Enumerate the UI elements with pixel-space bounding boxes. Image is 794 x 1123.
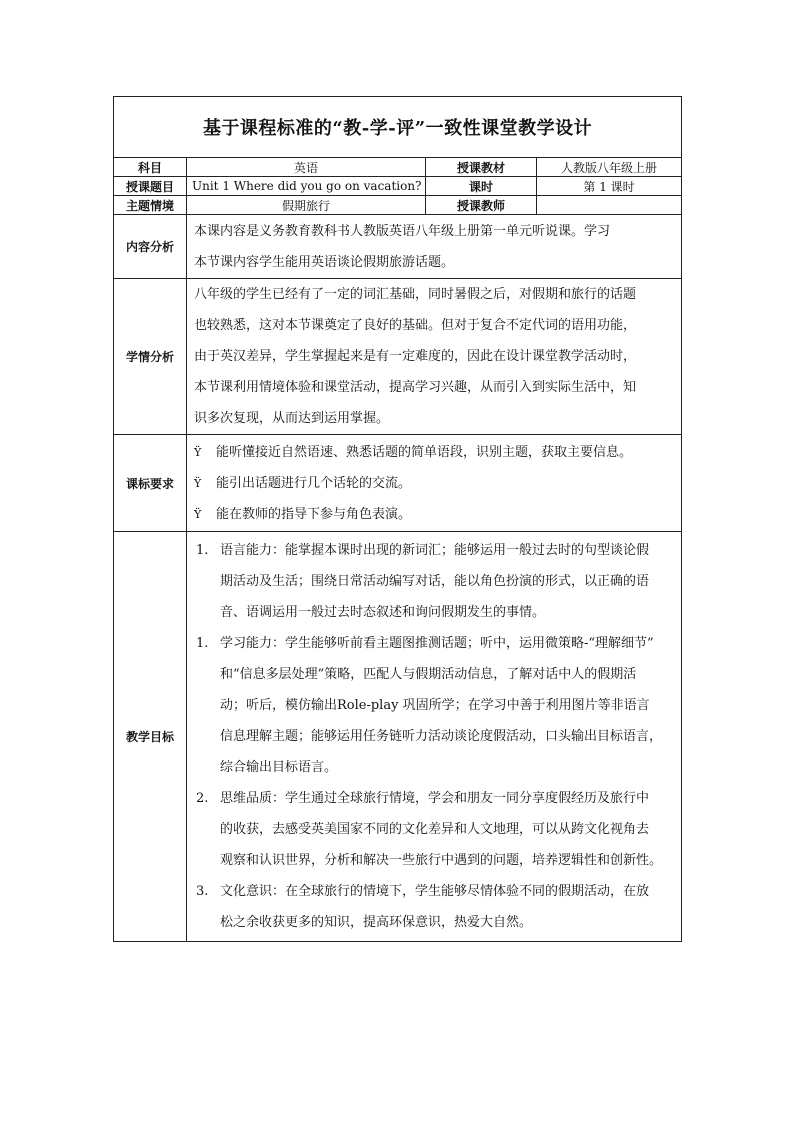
goal-text <box>220 535 675 628</box>
content-line: 本节课内容学生能用英语谈论假期旅游话题。 <box>194 254 455 270</box>
goal-number: 2. <box>196 791 209 806</box>
theme-value: 假期旅行 <box>187 196 426 215</box>
teacher-label: 授课教师 <box>426 196 537 215</box>
period-value: 第 1 课时 <box>537 177 682 196</box>
goal-item <box>194 876 675 938</box>
period-label: 课时 <box>426 177 537 196</box>
lesson-plan-sheet <box>113 96 681 942</box>
document-title: 基于课程标准的“教-学-评”一致性课堂教学设计 <box>114 97 682 158</box>
standards-item <box>194 468 675 499</box>
goal-line: 文化意识：在全球旅行的情境下，学生能够尽情体验不同的假期活动，在放 <box>220 884 650 899</box>
standards-item <box>194 499 675 530</box>
goal-number: 3. <box>196 884 209 899</box>
goal-line: 期活动及生活；围绕日常活动编写对话，能以角色扮演的形式，以正确的语 <box>220 574 650 589</box>
goal-item <box>194 628 675 783</box>
goal-line: 动；听后，模仿输出Role-play 巩固所学；在学习中善于利用图片等非语言 <box>220 698 650 713</box>
learner-line: 由于英汉差异，学生掌握起来是有一定难度的，因此在设计课堂教学活动时， <box>194 349 637 364</box>
goal-line: 信息理解主题；能够运用任务链听力活动谈论度假活动，口头输出目标语言， <box>220 729 663 744</box>
standards-item <box>194 437 675 468</box>
subject-value: 英语 <box>187 158 426 177</box>
goal-text <box>220 628 675 783</box>
lesson-plan-table <box>113 96 682 942</box>
goal-line: 松之余收获更多的知识，提高环保意识，热爱大自然。 <box>220 915 533 930</box>
standards-list <box>187 435 682 532</box>
goal-text <box>220 783 675 876</box>
standards-label: 课标要求 <box>114 435 187 532</box>
learner-line: 也较熟悉，这对本节课奠定了良好的基础。但对于复合不定代词的语用功能， <box>194 318 637 333</box>
goal-number: 1. <box>196 636 209 651</box>
teacher-value <box>537 196 682 215</box>
goal-line: 和“信息多层处理”策略，匹配人与假期活动信息，了解对话中人的假期活 <box>220 667 637 682</box>
content-analysis-text <box>187 215 682 279</box>
topic-label: 授课题目 <box>114 177 187 196</box>
goal-line: 音、语调运用一般过去时态叙述和询问假期发生的事情。 <box>220 605 546 620</box>
learner-line: 识多次复现，从而达到运用掌握。 <box>194 411 390 426</box>
learner-line: 本节课利用情境体验和课堂活动，提高学习兴趣，从而引入到实际生活中，知 <box>194 380 637 395</box>
goal-line: 综合输出目标语言。 <box>220 760 338 775</box>
content-line: 本课内容是义务教育教科书人教版英语八年级上册第一单元听说课。学习 <box>194 223 611 239</box>
goals-label: 教学目标 <box>114 532 187 942</box>
textbook-value: 人教版八年级上册 <box>537 158 682 177</box>
content-analysis-label: 内容分析 <box>114 215 187 279</box>
theme-label: 主题情境 <box>114 196 187 215</box>
goal-line: 学习能力：学生能够听前看主题图推测话题；听中，运用微策略-“理解细节” <box>220 636 654 651</box>
goals-list <box>187 532 682 942</box>
textbook-label: 授课教材 <box>426 158 537 177</box>
goal-line: 语言能力：能掌握本课时出现的新词汇；能够运用一般过去时的句型谈论假 <box>220 543 650 558</box>
learner-line: 八年级的学生已经有了一定的词汇基础，同时暑假之后，对假期和旅行的话题 <box>194 287 637 302</box>
goal-text <box>220 876 675 938</box>
bullet-icon: Ÿ <box>194 476 202 490</box>
topic-value: Unit 1 Where did you go on vacation? <box>187 177 426 196</box>
goal-item <box>194 783 675 876</box>
standards-item-text: 能听懂接近自然语速、熟悉话题的简单语段，识别主题，获取主要信息。 <box>216 444 633 460</box>
standards-item-text: 能在教师的指导下参与角色表演。 <box>216 506 412 522</box>
bullet-icon: Ÿ <box>194 445 202 459</box>
goal-line: 思维品质：学生通过全球旅行情境，学会和朋友一同分享度假经历及旅行中 <box>220 791 650 806</box>
bullet-icon: Ÿ <box>194 507 202 521</box>
goal-line: 观察和认识世界，分析和解决一些旅行中遇到的问题，培养逻辑性和创新性。 <box>220 853 663 868</box>
goal-line: 的收获，去感受英美国家不同的文化差异和人文地理，可以从跨文化视角去 <box>220 822 650 837</box>
goal-number: 1. <box>196 543 209 558</box>
subject-label: 科目 <box>114 158 187 177</box>
goal-item <box>194 535 675 628</box>
learner-analysis-label: 学情分析 <box>114 279 187 435</box>
standards-item-text: 能引出话题进行几个话轮的交流。 <box>216 475 412 491</box>
learner-analysis-text <box>187 279 682 435</box>
